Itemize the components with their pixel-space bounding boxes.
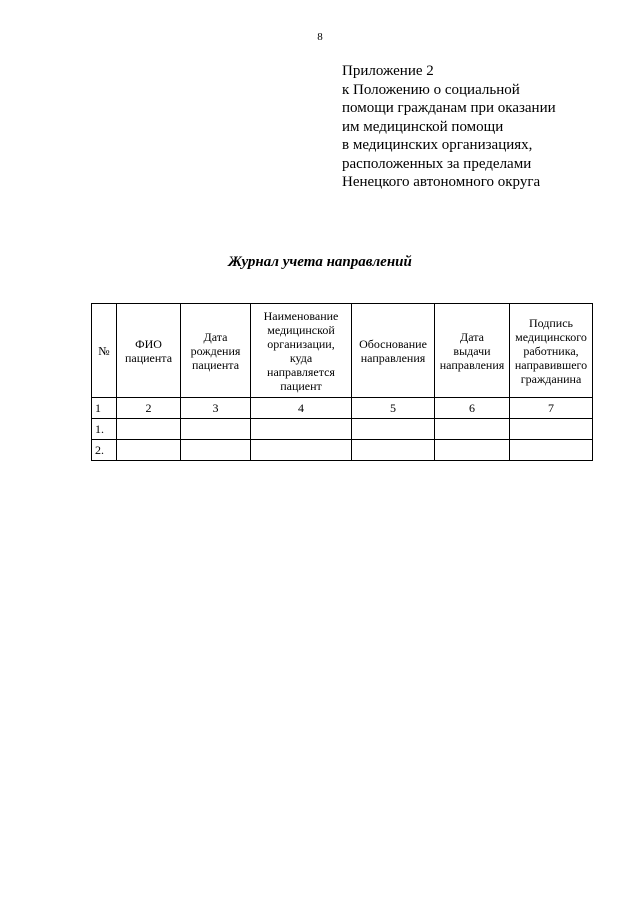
header-line: выдачи: [453, 343, 491, 358]
appendix-line: в медицинских организациях,: [342, 137, 533, 153]
appendix-line: им медицинской помощи: [342, 118, 504, 135]
header-line: ФИО: [135, 336, 162, 351]
appendix-line: помощи гражданам при оказании: [342, 100, 556, 116]
header-line: направившего: [514, 357, 588, 372]
appendix-caption: [342, 62, 556, 192]
table-cell: [352, 419, 435, 440]
appendix-line: к Положению о социальной: [342, 81, 520, 98]
table-cell: [181, 440, 251, 461]
header-cell-fio: [117, 304, 181, 398]
header-line: рождения: [190, 343, 241, 358]
row-number-cell: 2.: [92, 440, 117, 461]
header-line: пациента: [124, 350, 173, 365]
table-cell: [117, 419, 181, 440]
appendix-line: Ненецкого автономного округа: [342, 174, 541, 190]
column-number-cell: 7: [510, 398, 593, 419]
header-line: куда: [289, 350, 313, 365]
header-line: работника,: [523, 343, 579, 358]
journal-title: Журнал учета направлений: [228, 254, 412, 270]
column-number-cell: 6: [435, 398, 510, 419]
header-cell-number: [92, 304, 117, 398]
page-number: 8: [317, 31, 323, 43]
table-cell: [352, 440, 435, 461]
table-cell: [251, 419, 352, 440]
column-number-cell: 4: [251, 398, 352, 419]
column-number-cell: 3: [181, 398, 251, 419]
column-number-cell: 2: [117, 398, 181, 419]
header-line: Обоснование: [359, 336, 427, 351]
header-line: медицинской: [267, 322, 335, 337]
header-cell-issue-date: [435, 304, 510, 398]
table-cell: [435, 440, 510, 461]
table-row: [92, 419, 593, 440]
header-line: направления: [439, 357, 505, 372]
header-cell-justification: [352, 304, 435, 398]
header-line: Подпись: [528, 315, 574, 330]
header-line: Дата: [460, 329, 484, 344]
table-cell: [117, 440, 181, 461]
header-cell-signature: [510, 304, 593, 398]
row-number-cell: 1.: [92, 419, 117, 440]
header-cell-organization: [251, 304, 352, 398]
header-line: направления: [360, 350, 426, 365]
table-cell: [510, 419, 593, 440]
header-line: №: [98, 343, 110, 358]
appendix-line: Приложение 2: [342, 63, 434, 79]
table-cell: [181, 419, 251, 440]
table-cell: [510, 440, 593, 461]
column-number-row: [92, 398, 593, 419]
header-line: пациент: [280, 378, 322, 393]
column-number-cell: 1: [92, 398, 117, 419]
appendix-line: расположенных за пределами: [342, 155, 532, 172]
header-line: Наименование: [263, 308, 339, 323]
header-line: гражданина: [520, 371, 582, 386]
header-line: пациента: [191, 357, 240, 372]
table-cell: [251, 440, 352, 461]
table-row: [92, 440, 593, 461]
journal-table: [91, 303, 593, 461]
header-line: Дата: [203, 329, 228, 344]
header-cell-birthdate: [181, 304, 251, 398]
header-row: [92, 304, 593, 398]
column-number-cell: 5: [352, 398, 435, 419]
header-line: медицинского: [515, 329, 587, 344]
table-cell: [435, 419, 510, 440]
header-line: организации,: [267, 336, 335, 351]
header-line: направляется: [267, 364, 335, 379]
